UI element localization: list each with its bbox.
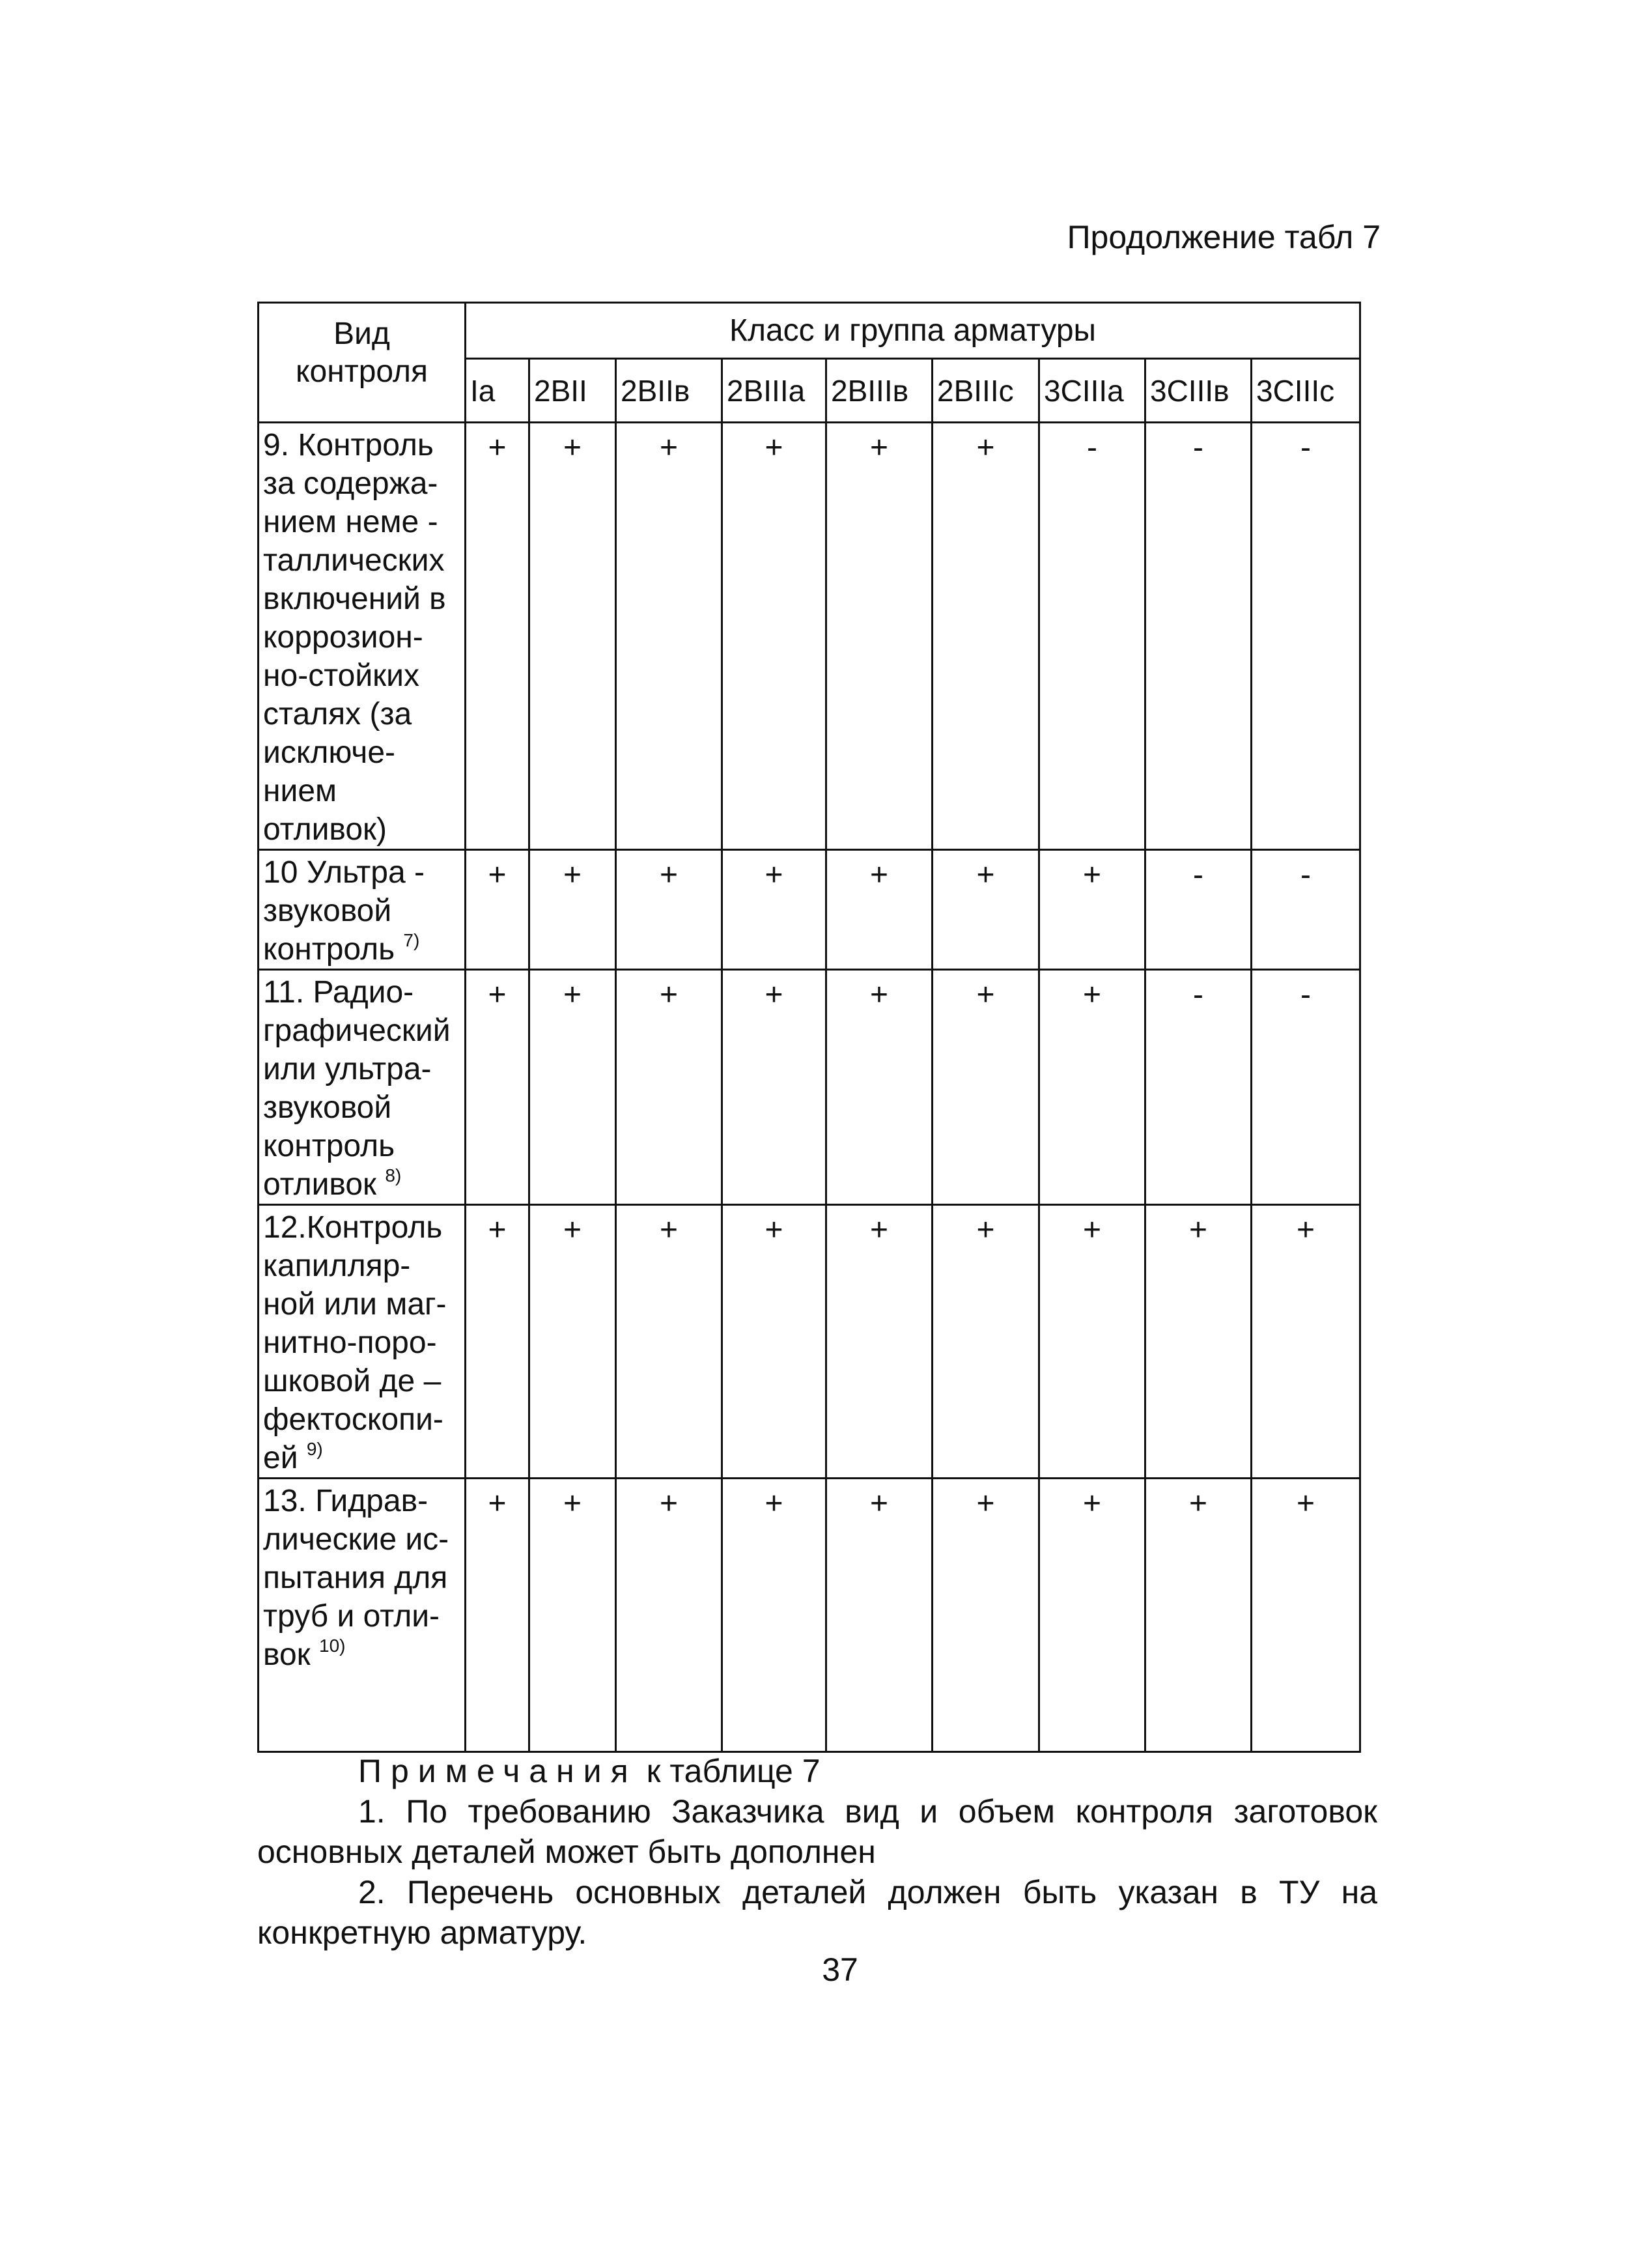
control-name-line <box>263 930 460 969</box>
table-row <box>259 850 1360 970</box>
kind-header-line: Вид <box>333 317 390 351</box>
control-name-line <box>263 1165 460 1204</box>
control-name-text: нием неме - <box>263 505 438 539</box>
control-name-text: звуковой <box>263 894 392 928</box>
footnote-marker: 7) <box>403 930 420 950</box>
table-row <box>259 423 1360 850</box>
requirement-cell: + <box>529 1479 616 1752</box>
requirement-cell: + <box>616 850 722 970</box>
control-name-text: 9. Контроль <box>263 428 434 462</box>
control-name-text: фектоскопи- <box>263 1402 443 1437</box>
page-number: 37 <box>822 1951 858 1988</box>
notes-title-spaced: Примечания <box>358 1753 638 1789</box>
requirement-cell: + <box>1145 1205 1252 1479</box>
control-name-text: включений в <box>263 582 446 616</box>
requirement-cell: + <box>722 970 826 1205</box>
requirement-cell: + <box>933 423 1039 850</box>
control-name-line <box>263 1597 460 1636</box>
control-name-text: вок <box>263 1637 311 1672</box>
control-name-text: лические ис- <box>263 1522 449 1557</box>
footnote-marker: 9) <box>306 1439 323 1459</box>
control-name-line <box>263 1482 460 1520</box>
requirement-cell: + <box>466 970 529 1205</box>
control-name-line <box>263 426 460 464</box>
control-name-text: ной или маг- <box>263 1287 447 1322</box>
class-subheader-cell: 2BII <box>529 359 616 423</box>
table-body <box>259 423 1360 1752</box>
requirement-cell: - <box>1252 423 1360 850</box>
control-name-line <box>263 1324 460 1362</box>
kind-header-line: контроля <box>295 354 428 389</box>
control-name-line <box>263 733 460 772</box>
control-name-line <box>263 1362 460 1400</box>
control-name-text: пытания для <box>263 1561 448 1595</box>
requirement-cell: + <box>933 1205 1039 1479</box>
requirement-cell: + <box>529 970 616 1205</box>
control-name-cell <box>259 1479 466 1752</box>
requirement-cell: + <box>1145 1479 1252 1752</box>
control-name-text: или ультра- <box>263 1052 432 1086</box>
control-name-line <box>263 1285 460 1324</box>
requirement-cell: + <box>933 850 1039 970</box>
requirement-cell: + <box>1039 1205 1145 1479</box>
control-name-line <box>263 618 460 657</box>
requirement-cell: + <box>466 1479 529 1752</box>
requirement-cell: + <box>466 850 529 970</box>
control-name-text: нием <box>263 774 337 808</box>
control-name-text: нитно-порo- <box>263 1325 437 1360</box>
requirement-cell: + <box>466 423 529 850</box>
control-name-text: звуковой <box>263 1090 392 1125</box>
control-name-text: шковой де – <box>263 1364 442 1398</box>
control-name-text: 11. Радио- <box>263 975 414 1010</box>
control-name-cell <box>259 423 466 850</box>
control-name-line <box>263 1127 460 1165</box>
notes-title-rest: к таблице 7 <box>637 1753 821 1789</box>
control-name-line <box>263 580 460 618</box>
control-name-text: отливок <box>263 1167 377 1202</box>
requirement-cell: + <box>616 423 722 850</box>
requirement-cell: + <box>826 1205 933 1479</box>
control-name-text: таллических <box>263 543 445 578</box>
control-name-line <box>263 973 460 1012</box>
requirement-cell: + <box>616 970 722 1205</box>
control-name-text: труб и отли- <box>263 1599 440 1634</box>
control-name-line <box>263 1050 460 1088</box>
control-name-text: графический <box>263 1014 451 1048</box>
control-name-line <box>263 1520 460 1559</box>
control-name-text: отливок) <box>263 812 387 847</box>
control-name-text: контроль <box>263 1129 395 1163</box>
table-header-row <box>259 303 1360 359</box>
control-name-line <box>263 892 460 930</box>
class-subheader-cell: 3CIIIa <box>1039 359 1145 423</box>
requirement-cell: + <box>1039 1479 1145 1752</box>
notes-section <box>257 1751 1377 1953</box>
control-name-line <box>263 1559 460 1597</box>
control-name-line <box>263 772 460 810</box>
requirement-cell: + <box>722 1205 826 1479</box>
control-name-text: сталях (за <box>263 697 412 731</box>
note-item: 1. По требованию Заказчика вид и объем контроля заготовок основных деталей может быть дополнен <box>257 1793 1377 1870</box>
control-name-line <box>263 695 460 733</box>
control-name-text: капилляр- <box>263 1249 411 1283</box>
control-name-line <box>263 541 460 580</box>
control-name-line <box>263 1012 460 1050</box>
control-name-line <box>263 657 460 695</box>
class-subheader-cell: 3CIIIв <box>1145 359 1252 423</box>
table-row <box>259 970 1360 1205</box>
class-subheader-cell: Ia <box>466 359 529 423</box>
table-continuation-label: Продолжение табл 7 <box>1067 219 1381 255</box>
footnote-marker: 8) <box>385 1165 402 1185</box>
control-name-cell <box>259 1205 466 1479</box>
inspection-table <box>257 302 1361 1753</box>
requirement-cell: + <box>933 970 1039 1205</box>
control-name-text: 13. Гидрав- <box>263 1484 428 1518</box>
control-name-line <box>263 810 460 849</box>
requirement-cell: + <box>722 1479 826 1752</box>
requirement-cell: + <box>1039 970 1145 1205</box>
class-group-header: Класс и группа арматуры <box>466 303 1360 359</box>
requirement-cell: + <box>933 1479 1039 1752</box>
class-subheader-cell: 3CIIIc <box>1252 359 1360 423</box>
control-name-text: 12.Контроль <box>263 1210 443 1245</box>
requirement-cell: - <box>1145 423 1252 850</box>
requirement-cell: + <box>529 423 616 850</box>
requirement-cell: + <box>529 850 616 970</box>
kind-of-control-header <box>259 303 466 423</box>
control-name-line <box>263 1636 460 1674</box>
requirement-cell: + <box>1252 1205 1360 1479</box>
requirement-cell: + <box>826 1479 933 1752</box>
control-name-text: 10 Ультра - <box>263 855 425 890</box>
class-subheader-cell: 2BIIIв <box>826 359 933 423</box>
requirement-cell: + <box>826 423 933 850</box>
requirement-cell: - <box>1145 970 1252 1205</box>
requirement-cell: - <box>1252 970 1360 1205</box>
control-name-cell <box>259 850 466 970</box>
requirement-cell: - <box>1039 423 1145 850</box>
class-subheader-cell: 2BIIIc <box>933 359 1039 423</box>
requirement-cell: + <box>826 850 933 970</box>
class-subheader-cell: 2BIIв <box>616 359 722 423</box>
control-name-text: за содержа- <box>263 466 438 501</box>
requirement-cell: + <box>616 1205 722 1479</box>
control-name-line <box>263 1088 460 1127</box>
requirement-cell: + <box>529 1205 616 1479</box>
control-name-line <box>263 1439 460 1477</box>
control-name-line <box>263 1247 460 1285</box>
control-name-text: ей <box>263 1441 298 1475</box>
table-row <box>259 1205 1360 1479</box>
control-name-line <box>263 1208 460 1247</box>
control-name-text: но-стойких <box>263 659 419 693</box>
control-name-line <box>263 853 460 892</box>
requirement-cell: + <box>722 423 826 850</box>
requirement-cell: - <box>1145 850 1252 970</box>
notes-title <box>257 1751 1377 1791</box>
requirement-cell: + <box>466 1205 529 1479</box>
class-subheader-cell: 2BIIIa <box>722 359 826 423</box>
control-name-line <box>263 464 460 503</box>
table-row <box>259 1479 1360 1752</box>
control-name-line <box>263 503 460 541</box>
requirement-cell: - <box>1252 850 1360 970</box>
requirement-cell: + <box>616 1479 722 1752</box>
control-name-text: контроль <box>263 932 395 967</box>
requirement-cell: + <box>722 850 826 970</box>
note-item: 2. Перечень основных деталей должен быть указан в ТУ на конкретную арматуру. <box>257 1874 1377 1951</box>
control-name-text: исключе- <box>263 735 395 770</box>
requirement-cell: + <box>1039 850 1145 970</box>
control-name-line <box>263 1400 460 1439</box>
requirement-cell: + <box>826 970 933 1205</box>
footnote-marker: 10) <box>319 1636 346 1656</box>
control-name-cell <box>259 970 466 1205</box>
requirement-cell: + <box>1252 1479 1360 1752</box>
control-name-text: коррозион- <box>263 620 423 655</box>
